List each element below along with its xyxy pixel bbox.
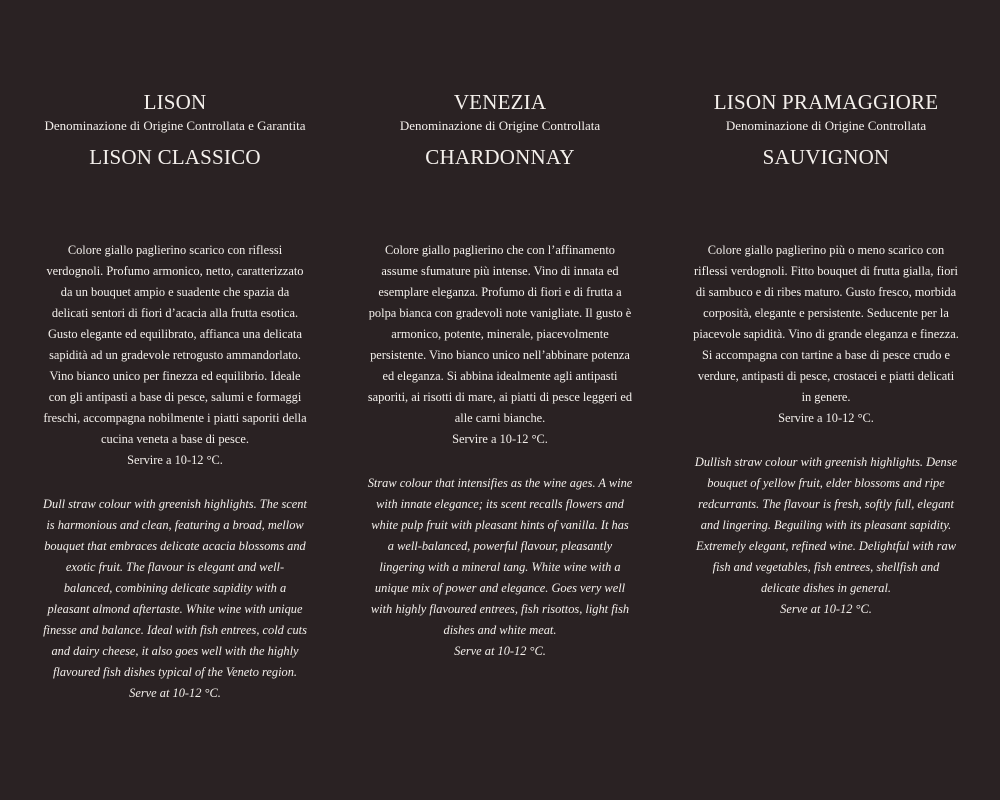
appellation-title: LISON PRAMAGGIORE — [713, 90, 939, 114]
english-description-text: Dullish straw colour with greenish highlights. Dense bouquet of yellow fruit, elder blossoms and ripe redcurrants. The flavour is fresh, softly full, elegant and lingering. Beguiling with its pleasant sapidity. Extremely elegant, refined wine. Delightful with raw fish and vegetables, fish entrees, shellfish and delicate dishes in general. — [694, 455, 958, 595]
appellation-title: LISON — [143, 90, 207, 114]
english-description-text: Straw colour that intensifies as the wine ages. A wine with innate elegance; its scent recalls flowers and white pulp fruit with pleasant hints of vanilla. It has a well-balanced, powerful flavour, pleasantly lingering with a mineral tang. White wine with a unique mix of power and elegance. Goes very well with highly flavoured entrees, fish risottos, light fish dishes and white meat. — [367, 476, 633, 637]
english-description — [693, 452, 959, 620]
wine-name: LISON CLASSICO — [89, 145, 261, 169]
italian-description — [42, 240, 308, 471]
italian-serving-temperature: Servire a 10-12 °C. — [127, 453, 223, 467]
english-serving-temperature: Serve at 10-12 °C. — [780, 602, 872, 616]
italian-description-text: Colore giallo paglierino più o meno scarico con riflessi verdognoli. Fitto bouquet di frutta gialla, fiori di sambuco e di ribes maturo. Gusto fresco, morbida corposità, elegante e persistente. Seducente per la piacevole sapidità. Vino di grande eleganza e finezza. Si accompagna con tartine a base di pesce crudo e verdure, antipasti di pesce, crostacei e piatti delicati in genere. — [693, 243, 959, 404]
italian-serving-temperature: Servire a 10-12 °C. — [778, 411, 874, 425]
italian-description — [367, 240, 633, 450]
denomination-subtitle: Denominazione di Origine Controllata e Garantita — [44, 118, 306, 133]
denomination-subtitle: Denominazione di Origine Controllata — [725, 118, 927, 133]
italian-serving-temperature: Servire a 10-12 °C. — [452, 432, 548, 446]
italian-description — [693, 240, 959, 429]
english-serving-temperature: Serve at 10-12 °C. — [454, 644, 546, 658]
english-description — [42, 494, 308, 704]
appellation-title: VENEZIA — [453, 90, 547, 114]
italian-description-text: Colore giallo paglierino che con l’affinamento assume sfumature più intense. Vino di innata ed esemplare eleganza. Profumo di fiori e di frutta a polpa bianca con gradevoli note vanigliate. Il gusto è armonico, potente, minerale, piacevolmente persistente. Vino bianco unico nell’abbinare potenza ed eleganza. Si abbina idealmente agli antipasti saporiti, ai risotti di mare, ai piatti di pesce leggeri ed alle carni bianche. — [367, 243, 633, 425]
english-description-text: Dull straw colour with greenish highlights. The scent is harmonious and clean, featuring a broad, mellow bouquet that embraces delicate acacia blossoms and exotic fruit. The flavour is elegant and well-balanced, combining delicate sapidity with a pleasant almond aftertaste. White wine with unique finesse and balance. Ideal with fish entrees, cold cuts and dairy cheese, it also goes well with the highly flavoured fish dishes typical of the Veneto region. — [43, 497, 307, 679]
denomination-subtitle: Denominazione di Origine Controllata — [399, 118, 601, 133]
english-description — [367, 473, 633, 662]
italian-description-text: Colore giallo paglierino scarico con riflessi verdognoli. Profumo armonico, netto, caratterizzato da un bouquet ampio e suadente che spazia da delicati sentori di fiori d’acacia alla frutta esotica. Gusto elegante ed equilibrato, affianca una delicata sapidità ad un gradevole retrogusto ammandorlato. Vino bianco unico per finezza ed equilibrio. Ideale con gli antipasti a base di pesce, salumi e formaggi freschi, accompagna nobilmente i piatti saporiti della cucina veneta a base di pesce. — [43, 243, 307, 446]
wine-name: CHARDONNAY — [425, 145, 575, 169]
english-serving-temperature: Serve at 10-12 °C. — [129, 686, 221, 700]
wine-name: SAUVIGNON — [762, 145, 890, 169]
